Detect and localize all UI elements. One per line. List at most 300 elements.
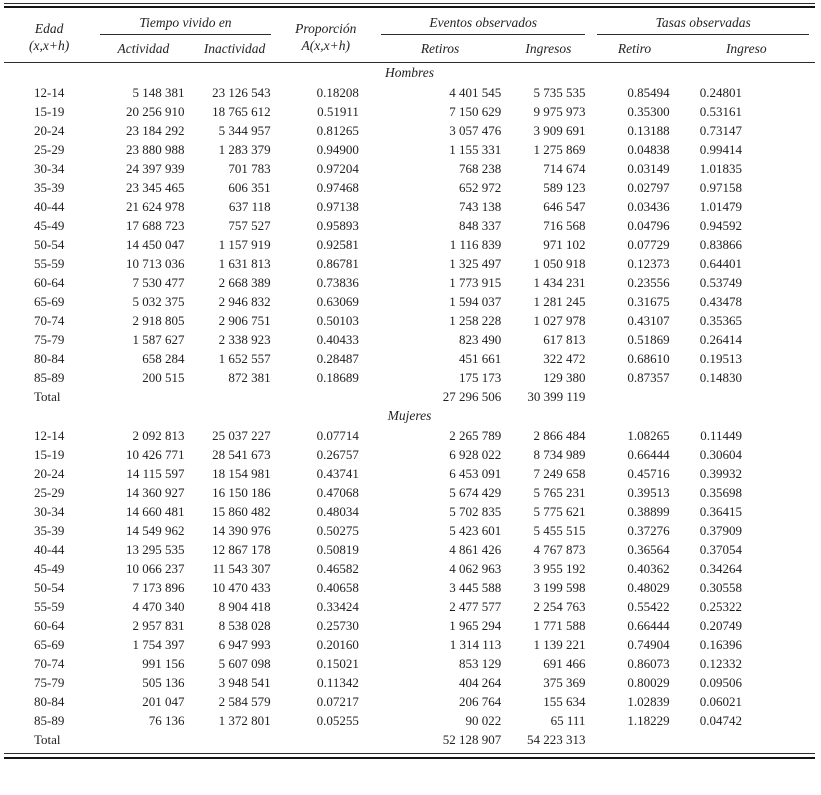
proporcion-cell: 0.26757 <box>316 447 359 462</box>
tasa-ingreso-cell: 1.01835 <box>699 161 742 176</box>
age-cell: 25-29 <box>34 142 65 157</box>
table-row <box>4 121 815 140</box>
group-header-tasas-observadas <box>591 8 815 35</box>
tasa-retiro-cell: 0.43107 <box>627 313 670 328</box>
tasa-ingreso-cell: 0.83866 <box>699 237 742 252</box>
proporcion-cell: 0.46582 <box>316 561 359 576</box>
actividad-cell: 14 549 962 <box>125 523 185 538</box>
ingresos-cell: 1 050 918 <box>533 256 586 271</box>
tasa-ingreso-cell: 0.39932 <box>699 466 742 481</box>
inactividad-cell: 2 338 923 <box>218 332 271 347</box>
table-row <box>4 311 815 330</box>
table-row <box>4 559 815 578</box>
retiros-cell: 1 116 839 <box>449 237 502 252</box>
column-header-ingreso: Ingreso <box>678 35 815 63</box>
retiros-cell: 5 674 429 <box>449 485 502 500</box>
tasa-ingreso-cell <box>678 730 815 749</box>
proporcion-cell: 0.07714 <box>316 428 359 443</box>
actividad-cell: 2 092 813 <box>132 428 185 443</box>
proporcion-cell: 0.92581 <box>316 237 359 252</box>
proporcion-cell: 0.25730 <box>316 618 359 633</box>
inactividad-cell: 6 947 993 <box>218 637 271 652</box>
inactividad-cell: 5 607 098 <box>218 656 271 671</box>
table-row <box>4 235 815 254</box>
tasa-retiro-cell: 0.38899 <box>627 504 670 519</box>
table-row <box>4 140 815 159</box>
age-cell: 45-49 <box>34 218 65 233</box>
actividad-cell: 17 688 723 <box>125 218 185 233</box>
proporcion-cell: 0.97204 <box>316 161 359 176</box>
proporcion-cell: 0.07217 <box>316 694 359 709</box>
age-cell: 85-89 <box>34 713 65 728</box>
table-row <box>4 578 815 597</box>
table-row <box>4 711 815 730</box>
tasa-ingreso-cell: 1.01479 <box>699 199 742 214</box>
actividad-cell: 7 173 896 <box>132 580 185 595</box>
retiros-cell: 1 314 113 <box>449 637 502 652</box>
proporcion-cell: 0.05255 <box>316 713 359 728</box>
table-row <box>4 635 815 654</box>
proporcion-cell: 0.18689 <box>316 370 359 385</box>
proporcion-cell: 0.11342 <box>317 675 359 690</box>
retiros-cell: 90 022 <box>465 713 502 728</box>
actividad-cell: 10 426 771 <box>125 447 185 462</box>
table-row <box>4 216 815 235</box>
age-cell: 35-39 <box>34 523 65 538</box>
inactividad-cell: 2 906 751 <box>218 313 271 328</box>
table-row <box>4 292 815 311</box>
tasa-ingreso-cell: 0.25322 <box>699 599 742 614</box>
tasa-retiro-cell: 0.07729 <box>627 237 670 252</box>
retiros-cell: 6 928 022 <box>449 447 502 462</box>
ingresos-cell: 691 466 <box>543 656 586 671</box>
proporcion-cell: 0.40658 <box>316 580 359 595</box>
tasa-retiro-cell: 0.74904 <box>627 637 670 652</box>
actividad-cell: 7 530 477 <box>132 275 185 290</box>
tasa-ingreso-cell: 0.34264 <box>699 561 742 576</box>
table-row <box>4 730 815 749</box>
age-cell: 35-39 <box>34 180 65 195</box>
tasa-retiro-cell: 0.66444 <box>627 618 670 633</box>
tasa-ingreso-cell: 0.30558 <box>699 580 742 595</box>
proporcion-cell: 0.50103 <box>316 313 359 328</box>
tasa-ingreso-cell: 0.73147 <box>699 123 742 138</box>
tasa-retiro-cell: 0.68610 <box>627 351 670 366</box>
table-row <box>4 159 815 178</box>
actividad-cell: 5 148 381 <box>132 85 185 100</box>
group-header-eventos-observados <box>375 8 592 35</box>
tasa-retiro-cell: 0.87357 <box>627 370 670 385</box>
table-header <box>4 8 815 63</box>
age-cell: 45-49 <box>34 561 65 576</box>
retiros-cell: 451 661 <box>458 351 502 366</box>
retiros-cell: 4 861 426 <box>449 542 502 557</box>
inactividad-cell: 2 668 389 <box>218 275 271 290</box>
proporcion-cell: 0.50819 <box>316 542 359 557</box>
tasa-ingreso-cell: 0.37054 <box>699 542 742 557</box>
retiros-cell: 1 965 294 <box>449 618 502 633</box>
actividad-cell: 23 345 465 <box>125 180 185 195</box>
ingresos-cell: 617 813 <box>543 332 586 347</box>
retiros-cell: 1 325 497 <box>449 256 502 271</box>
retiros-cell: 404 264 <box>458 675 502 690</box>
tasa-ingreso-cell: 0.09506 <box>699 675 742 690</box>
age-cell: 12-14 <box>34 85 65 100</box>
age-cell: 30-34 <box>34 161 65 176</box>
actividad-cell: 20 256 910 <box>125 104 185 119</box>
actividad-cell: 658 284 <box>142 351 185 366</box>
proporcion-cell: 0.47068 <box>316 485 359 500</box>
inactividad-cell: 11 543 307 <box>212 561 271 576</box>
tasa-ingreso-cell: 0.14830 <box>699 370 742 385</box>
column-header-edad <box>4 8 94 63</box>
retiros-cell: 743 138 <box>458 199 502 214</box>
ingresos-cell: 4 767 873 <box>533 542 586 557</box>
actividad-cell: 5 032 375 <box>132 294 185 309</box>
retiros-cell: 5 423 601 <box>449 523 502 538</box>
inactividad-cell: 1 631 813 <box>218 256 271 271</box>
tasa-ingreso-cell: 0.97158 <box>699 180 742 195</box>
table-row <box>4 654 815 673</box>
tasa-retiro-cell: 0.35300 <box>627 104 670 119</box>
inactividad-cell: 28 541 673 <box>212 447 271 462</box>
retiros-cell: 768 238 <box>458 161 502 176</box>
column-header-retiro: Retiro <box>591 35 677 63</box>
retiros-cell: 853 129 <box>458 656 502 671</box>
table-row <box>4 464 815 483</box>
age-cell: 55-59 <box>34 256 65 271</box>
table-row <box>4 387 815 406</box>
tasa-ingreso-cell: 0.26414 <box>699 332 742 347</box>
inactividad-cell: 701 783 <box>228 161 271 176</box>
tasa-retiro-cell: 0.13188 <box>627 123 670 138</box>
actividad-cell: 505 136 <box>142 675 185 690</box>
ingresos-cell: 1 771 588 <box>533 618 586 633</box>
actividad-cell: 4 470 340 <box>132 599 185 614</box>
ingresos-cell: 30 399 119 <box>527 389 586 404</box>
age-cell: 65-69 <box>34 637 65 652</box>
proporcion-cell: 0.86781 <box>316 256 359 271</box>
actividad-cell: 2 918 805 <box>132 313 185 328</box>
retiros-cell: 2 477 577 <box>449 599 502 614</box>
retiros-cell: 823 490 <box>458 332 502 347</box>
age-cell: 12-14 <box>34 428 65 443</box>
table-row <box>4 521 815 540</box>
tasa-ingreso-cell: 0.94592 <box>699 218 742 233</box>
inactividad-cell: 2 584 579 <box>218 694 271 709</box>
ingresos-cell: 5 455 515 <box>533 523 586 538</box>
column-header-proporcion <box>277 8 375 63</box>
statistics-table <box>4 8 815 749</box>
tasa-retiro-cell <box>591 730 677 749</box>
age-cell: 50-54 <box>34 580 65 595</box>
ingresos-cell: 8 734 989 <box>533 447 586 462</box>
retiros-cell: 3 057 476 <box>449 123 502 138</box>
tasa-ingreso-cell: 0.19513 <box>699 351 742 366</box>
age-cell: 70-74 <box>34 656 65 671</box>
inactividad-cell: 606 351 <box>228 180 271 195</box>
inactividad-cell: 872 381 <box>228 370 271 385</box>
bottom-rules <box>4 753 815 759</box>
table-row <box>4 102 815 121</box>
actividad-cell: 23 184 292 <box>125 123 185 138</box>
ingresos-cell: 5 735 535 <box>533 85 586 100</box>
ingresos-cell: 5 765 231 <box>533 485 586 500</box>
table-row <box>4 368 815 387</box>
tasa-ingreso-cell: 0.20749 <box>699 618 742 633</box>
age-cell: 75-79 <box>34 675 65 690</box>
tasa-ingreso-cell: 0.37909 <box>699 523 742 538</box>
inactividad-cell: 1 652 557 <box>218 351 271 366</box>
ingresos-cell: 7 249 658 <box>533 466 586 481</box>
proporcion-cell: 0.73836 <box>316 275 359 290</box>
tasa-retiro-cell: 0.04838 <box>627 142 670 157</box>
proporcion-cell: 0.95893 <box>316 218 359 233</box>
age-cell: 75-79 <box>34 332 65 347</box>
table-body <box>4 63 815 750</box>
table-row <box>4 178 815 197</box>
tasa-retiro-cell: 0.80029 <box>627 675 670 690</box>
table-row <box>4 692 815 711</box>
ingresos-cell: 1 139 221 <box>533 637 586 652</box>
header-group-row <box>4 8 815 35</box>
tasa-retiro-cell: 1.18229 <box>627 713 670 728</box>
retiros-cell: 5 702 835 <box>449 504 502 519</box>
actividad-cell: 10 713 036 <box>125 256 185 271</box>
section-title-row <box>4 406 815 426</box>
edad-label-line1: Edad <box>34 21 64 36</box>
table-row <box>4 273 815 292</box>
actividad-cell: 1 754 397 <box>132 637 185 652</box>
proporcion-cell: 0.15021 <box>316 656 359 671</box>
tasa-retiro-cell: 0.03149 <box>627 161 670 176</box>
tasa-retiro-cell: 0.40362 <box>627 561 670 576</box>
inactividad-cell: 14 390 976 <box>212 523 271 538</box>
top-rule-thin <box>4 3 815 4</box>
inactividad-cell: 16 150 186 <box>212 485 271 500</box>
actividad-cell: 24 397 939 <box>125 161 185 176</box>
ingresos-cell: 3 955 192 <box>533 561 586 576</box>
proporcion-cell: 0.81265 <box>316 123 359 138</box>
tasa-ingreso-cell: 0.35698 <box>699 485 742 500</box>
tasa-retiro-cell: 0.04796 <box>627 218 670 233</box>
age-cell: 30-34 <box>34 504 65 519</box>
table-row <box>4 483 815 502</box>
group-header-tiempo-vivido <box>94 8 276 35</box>
tasa-ingreso-cell: 0.99414 <box>699 142 742 157</box>
ingresos-cell: 155 634 <box>543 694 586 709</box>
retiros-cell: 1 594 037 <box>449 294 502 309</box>
ingresos-cell: 129 380 <box>543 370 586 385</box>
retiros-cell: 175 173 <box>458 370 502 385</box>
age-cell: 60-64 <box>34 275 65 290</box>
bottom-rule-thick <box>4 757 815 759</box>
inactividad-cell <box>192 387 276 406</box>
tasa-retiro-cell: 1.08265 <box>627 428 670 443</box>
tasa-retiro-cell: 0.03436 <box>627 199 670 214</box>
table-row <box>4 330 815 349</box>
tasa-retiro-cell: 0.39513 <box>627 485 670 500</box>
proporcion-cell: 0.40433 <box>316 332 359 347</box>
ingresos-cell: 9 975 973 <box>533 104 586 119</box>
ingresos-cell: 1 434 231 <box>533 275 586 290</box>
ingresos-cell: 3 199 598 <box>533 580 586 595</box>
retiros-cell: 652 972 <box>458 180 502 195</box>
inactividad-cell: 18 154 981 <box>212 466 271 481</box>
inactividad-cell: 637 118 <box>228 199 271 214</box>
tasa-ingreso-cell: 0.11449 <box>700 428 742 443</box>
proporcion-cell: 0.63069 <box>316 294 359 309</box>
inactividad-cell <box>192 730 276 749</box>
ingresos-cell: 714 674 <box>543 161 586 176</box>
ingresos-cell: 5 775 621 <box>533 504 586 519</box>
tasa-retiro-cell: 0.36564 <box>627 542 670 557</box>
table-row <box>4 540 815 559</box>
tasa-ingreso-cell: 0.36415 <box>699 504 742 519</box>
actividad-cell: 14 450 047 <box>125 237 185 252</box>
tasa-retiro-cell: 0.48029 <box>627 580 670 595</box>
retiros-cell: 6 453 091 <box>449 466 502 481</box>
age-cell: 40-44 <box>34 199 65 214</box>
tasa-ingreso-cell: 0.04742 <box>699 713 742 728</box>
actividad-cell <box>94 730 192 749</box>
retiros-cell: 206 764 <box>458 694 502 709</box>
group-tasas-label: Tasas observadas <box>597 12 809 35</box>
column-header-actividad: Actividad <box>94 35 192 63</box>
tasa-retiro-cell: 0.86073 <box>627 656 670 671</box>
age-cell: 80-84 <box>34 351 65 366</box>
table-row <box>4 83 815 102</box>
age-cell: 70-74 <box>34 313 65 328</box>
inactividad-cell: 2 946 832 <box>218 294 271 309</box>
tasa-ingreso-cell: 0.64401 <box>699 256 742 271</box>
tasa-retiro-cell: 0.66444 <box>627 447 670 462</box>
age-cell: 55-59 <box>34 599 65 614</box>
column-header-inactividad: Inactividad <box>192 35 276 63</box>
column-header-ingresos: Ingresos <box>505 35 591 63</box>
actividad-cell <box>94 387 192 406</box>
proporcion-cell: 0.33424 <box>316 599 359 614</box>
age-cell: 15-19 <box>34 104 65 119</box>
group-tiempo-label: Tiempo vivido en <box>100 12 270 35</box>
section-title: Mujeres <box>387 408 432 423</box>
bottom-rule-thin <box>4 753 815 754</box>
ingresos-cell: 65 111 <box>550 713 586 728</box>
age-cell: 50-54 <box>34 237 65 252</box>
tasa-retiro-cell: 0.23556 <box>627 275 670 290</box>
inactividad-cell: 757 527 <box>228 218 271 233</box>
actividad-cell: 23 880 988 <box>125 142 185 157</box>
tasa-ingreso-cell: 0.16396 <box>699 637 742 652</box>
proporcion-cell: 0.97138 <box>316 199 359 214</box>
actividad-cell: 14 115 597 <box>126 466 185 481</box>
proporcion-cell: 0.51911 <box>317 104 359 119</box>
ingresos-cell: 1 275 869 <box>533 142 586 157</box>
proporcion-label-line1: Proporción <box>295 21 357 36</box>
actividad-cell: 201 047 <box>142 694 185 709</box>
table-row <box>4 349 815 368</box>
tasa-ingreso-cell: 0.24801 <box>699 85 742 100</box>
tasa-ingreso-cell: 0.12332 <box>699 656 742 671</box>
tasa-retiro-cell: 1.02839 <box>627 694 670 709</box>
age-cell: 20-24 <box>34 123 65 138</box>
inactividad-cell: 18 765 612 <box>212 104 271 119</box>
age-cell: 80-84 <box>34 694 65 709</box>
table-row <box>4 445 815 464</box>
header-subcolumn-row <box>4 35 815 63</box>
group-eventos-label: Eventos observados <box>381 12 586 35</box>
edad-label-line2: (x,x+h) <box>29 38 70 53</box>
ingresos-cell: 1 027 978 <box>533 313 586 328</box>
proporcion-cell: 0.48034 <box>316 504 359 519</box>
retiros-cell: 4 062 963 <box>449 561 502 576</box>
table-row <box>4 597 815 616</box>
tasa-ingreso-cell: 0.53161 <box>699 104 742 119</box>
proporcion-cell: 0.28487 <box>316 351 359 366</box>
retiros-cell: 3 445 588 <box>449 580 502 595</box>
proporcion-cell: 0.20160 <box>316 637 359 652</box>
tasa-retiro-cell: 0.31675 <box>627 294 670 309</box>
table-row <box>4 254 815 273</box>
inactividad-cell: 8 538 028 <box>218 618 271 633</box>
inactividad-cell: 3 948 541 <box>218 675 271 690</box>
proporcion-cell: 0.43741 <box>316 466 359 481</box>
tasa-retiro-cell <box>591 387 677 406</box>
table-row <box>4 502 815 521</box>
actividad-cell: 10 066 237 <box>125 561 185 576</box>
actividad-cell: 991 156 <box>142 656 185 671</box>
ingresos-cell: 54 223 313 <box>526 732 586 747</box>
table-row <box>4 426 815 445</box>
age-cell: 25-29 <box>34 485 65 500</box>
age-cell: 85-89 <box>34 370 65 385</box>
ingresos-cell: 3 909 691 <box>533 123 586 138</box>
tasa-retiro-cell: 0.55422 <box>627 599 670 614</box>
ingresos-cell: 375 369 <box>543 675 586 690</box>
ingresos-cell: 589 123 <box>543 180 586 195</box>
actividad-cell: 21 624 978 <box>125 199 185 214</box>
ingresos-cell: 2 254 763 <box>533 599 586 614</box>
ingresos-cell: 1 281 245 <box>533 294 586 309</box>
tasa-ingreso-cell: 0.35365 <box>699 313 742 328</box>
table-row <box>4 616 815 635</box>
actividad-cell: 13 295 535 <box>125 542 185 557</box>
tasa-ingreso-cell: 0.43478 <box>699 294 742 309</box>
retiros-cell: 7 150 629 <box>449 104 502 119</box>
inactividad-cell: 1 372 801 <box>218 713 271 728</box>
inactividad-cell: 1 283 379 <box>218 142 271 157</box>
tasa-ingreso-cell: 0.30604 <box>699 447 742 462</box>
tasa-ingreso-cell: 0.53749 <box>699 275 742 290</box>
proporcion-label-line2: A(x,x+h) <box>301 38 351 53</box>
age-cell: 40-44 <box>34 542 65 557</box>
retiros-cell: 27 296 506 <box>442 389 502 404</box>
age-cell: 20-24 <box>34 466 65 481</box>
retiros-cell: 52 128 907 <box>442 732 502 747</box>
section-title-row <box>4 63 815 84</box>
inactividad-cell: 10 470 433 <box>212 580 271 595</box>
inactividad-cell: 1 157 919 <box>218 237 271 252</box>
inactividad-cell: 15 860 482 <box>212 504 271 519</box>
actividad-cell: 2 957 831 <box>132 618 185 633</box>
proporcion-cell: 0.94900 <box>316 142 359 157</box>
tasa-retiro-cell: 0.02797 <box>627 180 670 195</box>
inactividad-cell: 5 344 957 <box>218 123 271 138</box>
tasa-retiro-cell: 0.12373 <box>627 256 670 271</box>
tasa-retiro-cell: 0.37276 <box>627 523 670 538</box>
tasa-retiro-cell: 0.51869 <box>627 332 670 347</box>
proporcion-cell <box>277 387 375 406</box>
